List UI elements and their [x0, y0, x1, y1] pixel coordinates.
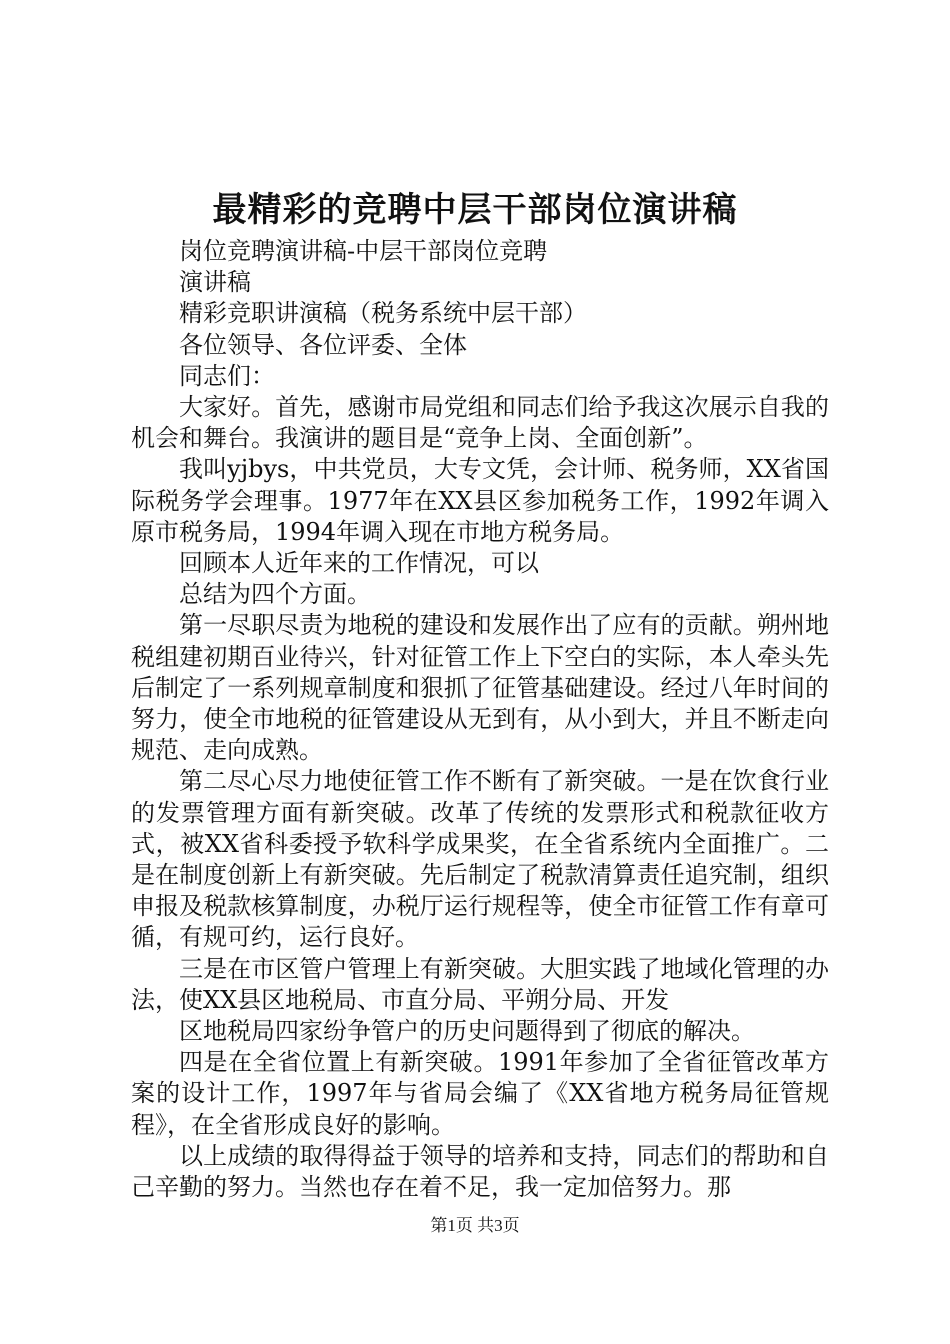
paragraph: 回顾本人近年来的工作情况，可以	[179, 549, 539, 578]
paragraph: 精彩竞职讲演稿（税务系统中层干部）	[179, 299, 587, 328]
paragraph: 演讲稿	[179, 268, 251, 297]
document-title: 最精彩的竞聘中层干部岗位演讲稿	[212, 190, 738, 230]
paragraph: 四是在全省位置上有新突破。1991年参加了全省征管改革方案的设计工作，1997年与省局会编了《XX省地方税务局征管规程》，在全省形成良好的影响。	[131, 1048, 829, 1139]
document-body	[131, 236, 829, 1203]
paragraph: 岗位竞聘演讲稿-中层干部岗位竞聘	[179, 237, 548, 265]
paragraph: 第一尽职尽责为地税的建设和发展作出了应有的贡献。朔州地税组建初期百业待兴，针对征管工作上下空白的实际，本人牵头先后制定了一系列规章制度和狠抓了征管基础建设。经过八年时间的努力，使全市地税的征管建设从无到有，从小到大，并且不断走向规范、走向成熟。	[131, 611, 829, 765]
paragraph: 区地税局四家纷争管户的历史问题得到了彻底的解决。	[179, 1017, 755, 1046]
paragraph: 以上成绩的取得得益于领导的培养和支持，同志们的帮助和自己辛勤的努力。当然也存在着不足，我一定加倍努力。那	[131, 1141, 829, 1202]
page-number-footer: 第1页 共3页	[430, 1216, 520, 1235]
paragraph: 各位领导、各位评委、全体	[179, 330, 467, 359]
paragraph: 大家好。首先，感谢市局党组和同志们给予我这次展示自我的机会和舞台。我演讲的题目是“竞争上岗、全面创新”。	[131, 393, 829, 453]
paragraph: 我叫yjbys，中共党员，大专文凭，会计师、税务师，XX省国际税务学会理事。1977年在XX县区参加税务工作，1992年调入原市税务局，1994年调入现在市地方税务局。	[131, 455, 829, 546]
paragraph: 同志们：	[179, 361, 275, 390]
paragraph: 总结为四个方面。	[179, 580, 371, 609]
paragraph: 三是在市区管户管理上有新突破。大胆实践了地域化管理的办法，使XX县区地税局、市直分局、平朔分局、开发	[131, 954, 829, 1014]
paragraph: 第二尽心尽力地使征管工作不断有了新突破。一是在饮食行业的发票管理方面有新突破。改革了传统的发票形式和税款征收方式，被XX省科委授予软科学成果奖，在全省系统内全面推广。二是在制度创新上有新突破。先后制定了税款清算责任追究制，组织申报及税款核算制度，办税厅运行规程等，使全市征管工作有章可循，有规可约，运行良好。	[131, 767, 829, 952]
